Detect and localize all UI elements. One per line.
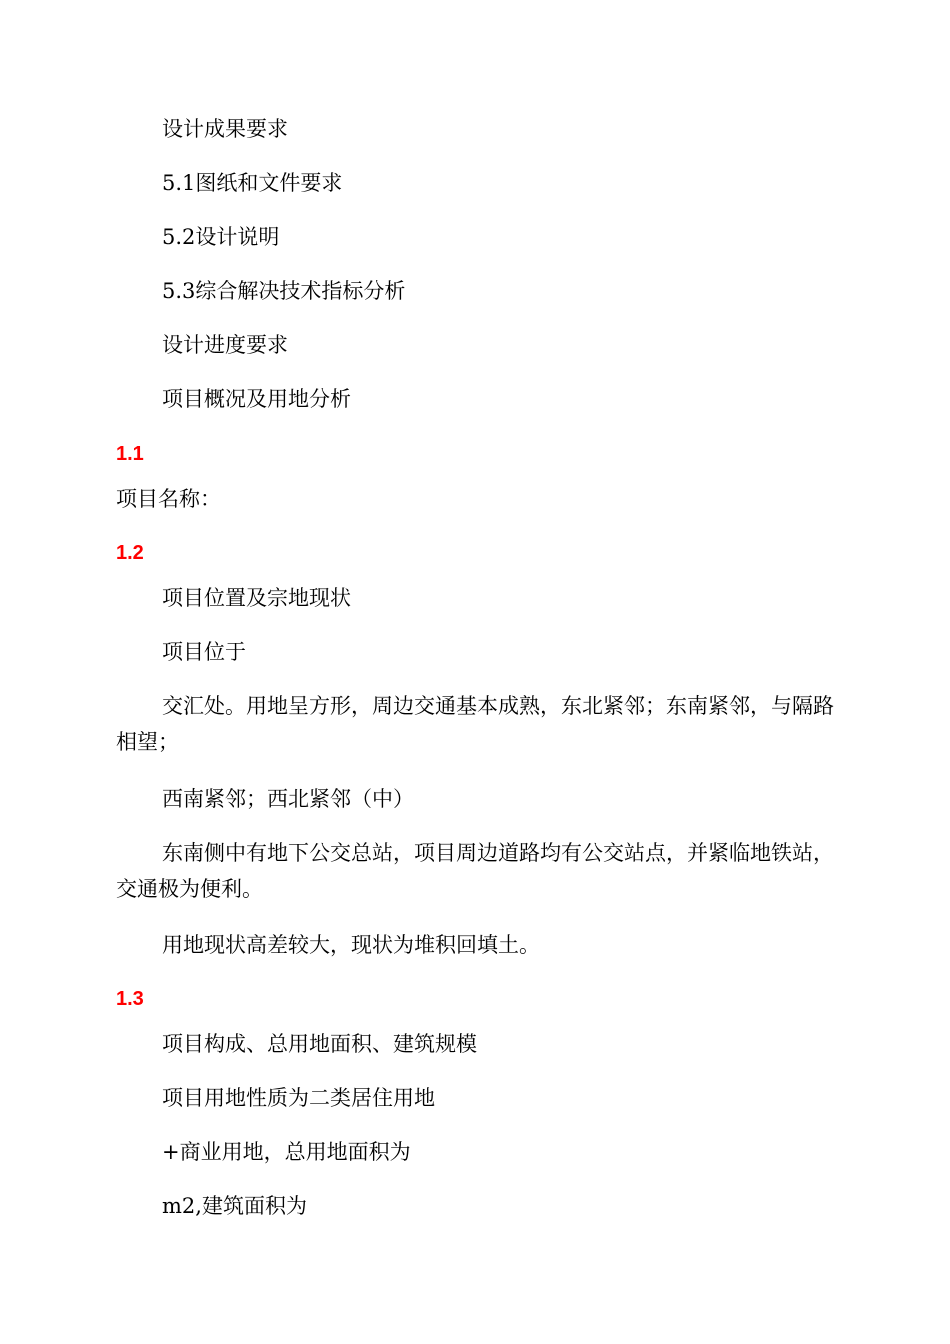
toc-item-5-3: 5.3综合解决技术指标分析 bbox=[162, 279, 406, 303]
section-title-composition: 项目构成、总用地面积、建筑规模 bbox=[162, 1032, 477, 1056]
neighbors-text: 西南紧邻；西北紧邻（中） bbox=[162, 787, 414, 811]
section-title-location: 项目位置及宗地现状 bbox=[162, 586, 351, 610]
land-use-text: 项目用地性质为二类居住用地 bbox=[162, 1086, 435, 1110]
building-area-text: m2,建筑面积为 bbox=[162, 1194, 307, 1218]
intersection-paragraph: 交汇处。用地呈方形，周边交通基本成熟，东北紧邻；东南紧邻，与隔路相望； bbox=[116, 694, 834, 754]
section-heading-1-3: 1.3 bbox=[116, 988, 144, 1010]
section-heading-1-2: 1.2 bbox=[116, 542, 144, 564]
project-name-label: 项目名称： bbox=[116, 487, 221, 511]
toc-item-5-2: 5.2设计说明 bbox=[162, 225, 280, 249]
toc-design-results: 设计成果要求 bbox=[162, 117, 288, 141]
toc-item-5-1: 5.1图纸和文件要求 bbox=[162, 171, 343, 195]
commercial-land-text: +商业用地，总用地面积为 bbox=[162, 1140, 411, 1164]
transit-paragraph: 东南侧中有地下公交总站，项目周边道路均有公交站点，并紧临地铁站，交通极为便利。 bbox=[116, 841, 834, 901]
section-heading-1-1: 1.1 bbox=[116, 443, 144, 465]
toc-project-overview: 项目概况及用地分析 bbox=[162, 387, 351, 411]
toc-design-schedule: 设计进度要求 bbox=[162, 333, 288, 357]
location-text: 项目位于 bbox=[162, 640, 246, 664]
terrain-text: 用地现状高差较大，现状为堆积回填土。 bbox=[162, 933, 540, 957]
